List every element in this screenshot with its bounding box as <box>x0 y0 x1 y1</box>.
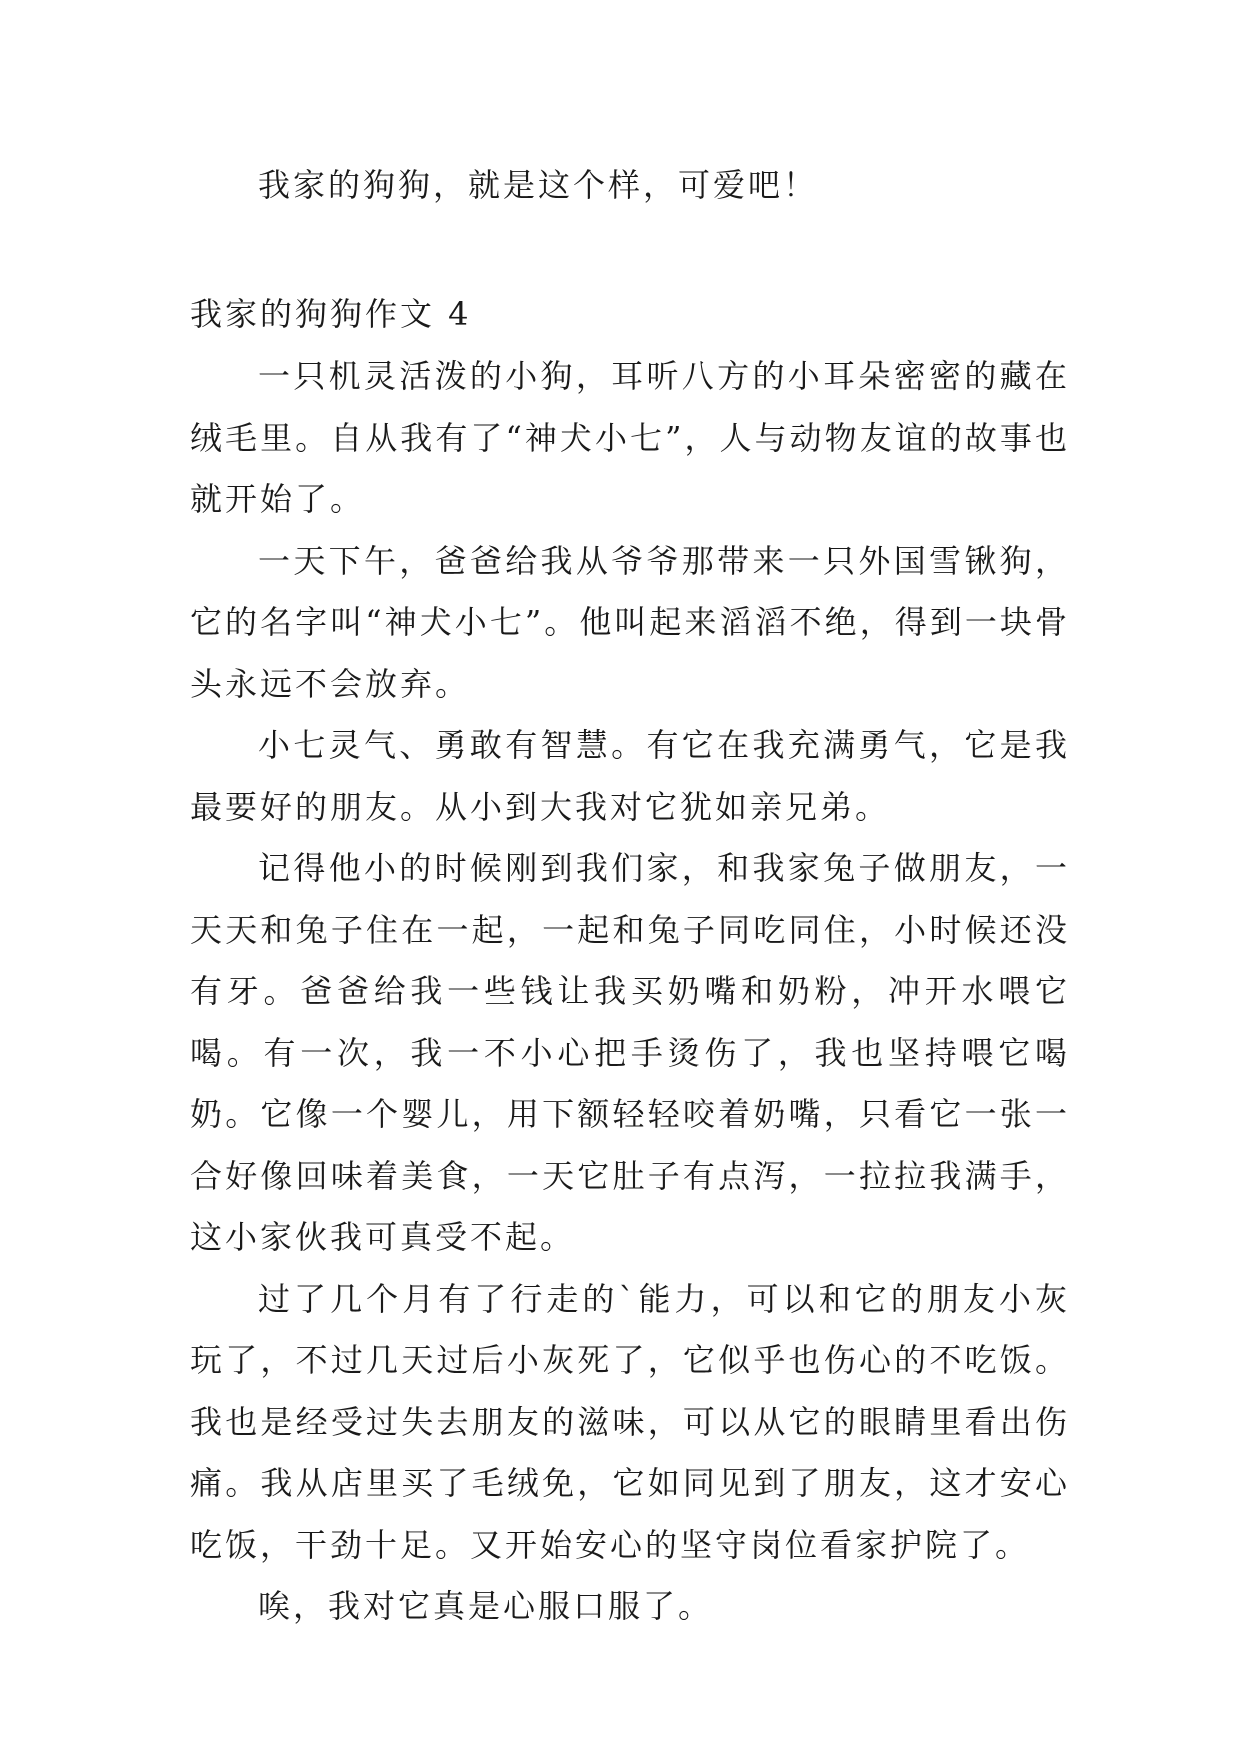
paragraph-4: 记得他小的时候刚到我们家，和我家兔子做朋友，一天天和兔子住在一起，一起和兔子同吃同住，小时候还没有牙。爸爸给我一些钱让我买奶嘴和奶粉，冲开水喂它喝。有一次，我一不小心把手烫伤了，我也坚持喂它喝奶。它像一个婴儿，用下额轻轻咬着奶嘴，只看它一张一合好像回味着美食，一天它肚子有点泻，一拉拉我满手，这小家伙我可真受不起。 <box>190 849 1070 1256</box>
intro-line: 我家的狗狗，就是这个样，可爱吧！ <box>258 166 819 204</box>
essay-body <box>190 346 1070 1638</box>
paragraph-6: 唉，我对它真是心服口服了。 <box>258 1587 714 1625</box>
paragraph-2: 一天下午，爸爸给我从爷爷那带来一只外国雪锹狗，它的名字叫“神犬小七”。他叫起来滔滔不绝，得到一块骨头永远不会放弃。 <box>190 541 1070 703</box>
paragraph-5: 过了几个月有了行走的`能力，可以和它的朋友小灰玩了，不过几天过后小灰死了，它似乎也伤心的不吃饭。我也是经受过失去朋友的滋味，可以从它的眼睛里看出伤痛。我从店里买了毛绒免，它如同见到了朋友，这才安心吃饭，干劲十足。又开始安心的坚守岗位看家护院了。 <box>190 1279 1070 1564</box>
paragraph-3: 小七灵气、勇敢有智慧。有它在我充满勇气，它是我最要好的朋友。从小到大我对它犹如亲兄弟。 <box>190 726 1070 826</box>
paragraph-1: 一只机灵活泼的小狗，耳听八方的小耳朵密密的藏在绒毛里。自从我有了“神犬小七”，人与动物友谊的故事也就开始了。 <box>190 357 1070 518</box>
section-title: 我家的狗狗作文 4 <box>190 295 472 333</box>
